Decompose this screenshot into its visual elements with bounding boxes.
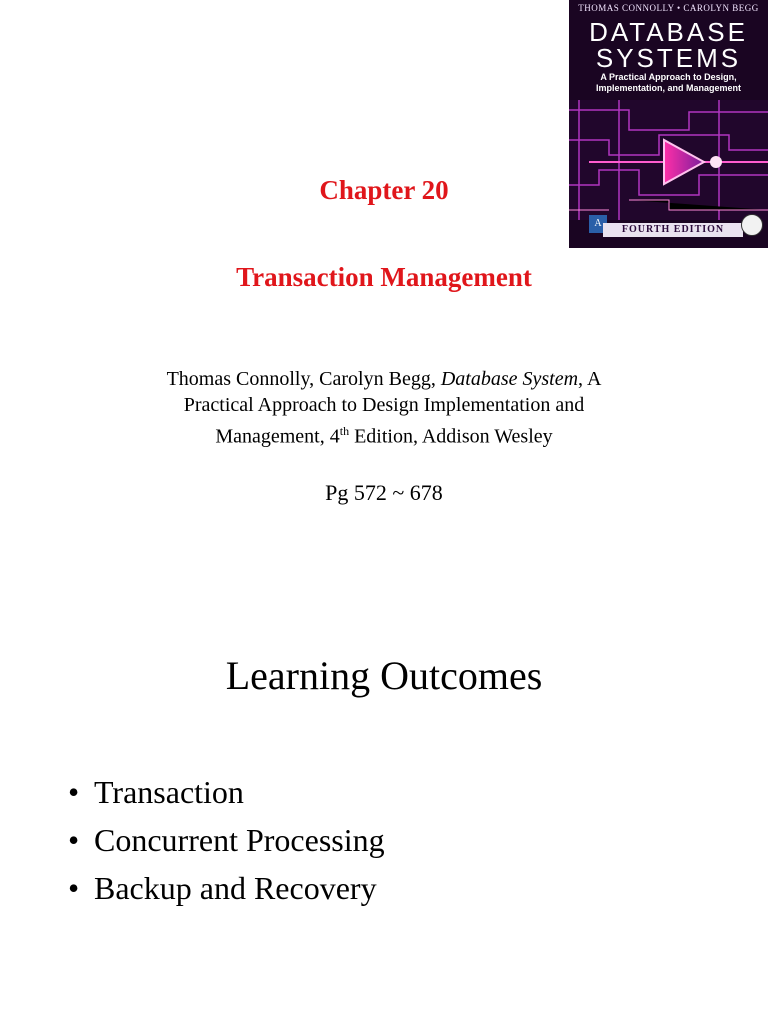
chapter-heading: Chapter 20 (319, 175, 449, 205)
list-item (68, 864, 385, 912)
list-item (68, 816, 385, 864)
learning-outcomes-title: Learning Outcomes (225, 653, 543, 698)
cover-title-line2: SYSTEMS (595, 43, 742, 73)
book-reference (130, 366, 638, 450)
reference-authors: Thomas Connolly, Carolyn Begg, (166, 368, 441, 390)
bullet-icon: • (68, 870, 80, 906)
bullet-icon: • (68, 822, 80, 858)
cover-subtitle-line2: Implementation, and Management (595, 83, 742, 93)
book-cover (569, 0, 768, 248)
list-item-label: Concurrent Processing (94, 822, 385, 858)
publisher-logo-icon: A (589, 215, 607, 233)
list-item-label: Transaction (94, 774, 244, 810)
reference-book-title: Database System (440, 368, 579, 390)
cover-authors: THOMAS CONNOLLY • CAROLYN BEGG (578, 3, 759, 13)
cover-title-line1: DATABASE (589, 17, 748, 47)
cover-subtitle-line1: A Practical Approach to Design, (600, 72, 737, 82)
cover-edition: FOURTH EDITION (603, 223, 743, 237)
bullet-icon: • (68, 774, 80, 810)
reference-publisher: Edition, Addison Wesley (349, 425, 553, 448)
chapter-title: Transaction Management (236, 262, 532, 292)
outcomes-list (68, 768, 385, 912)
list-item (68, 768, 385, 816)
reference-details: , A Practical Approach to Design Implementation and Management, 4 (183, 368, 602, 448)
page-range: Pg 572 ~ 678 (325, 480, 443, 505)
cover-subtitle (579, 72, 758, 94)
reference-edition-sup: th (339, 424, 350, 438)
list-item-label: Backup and Recovery (94, 870, 377, 906)
cover-badge-icon (741, 214, 763, 236)
